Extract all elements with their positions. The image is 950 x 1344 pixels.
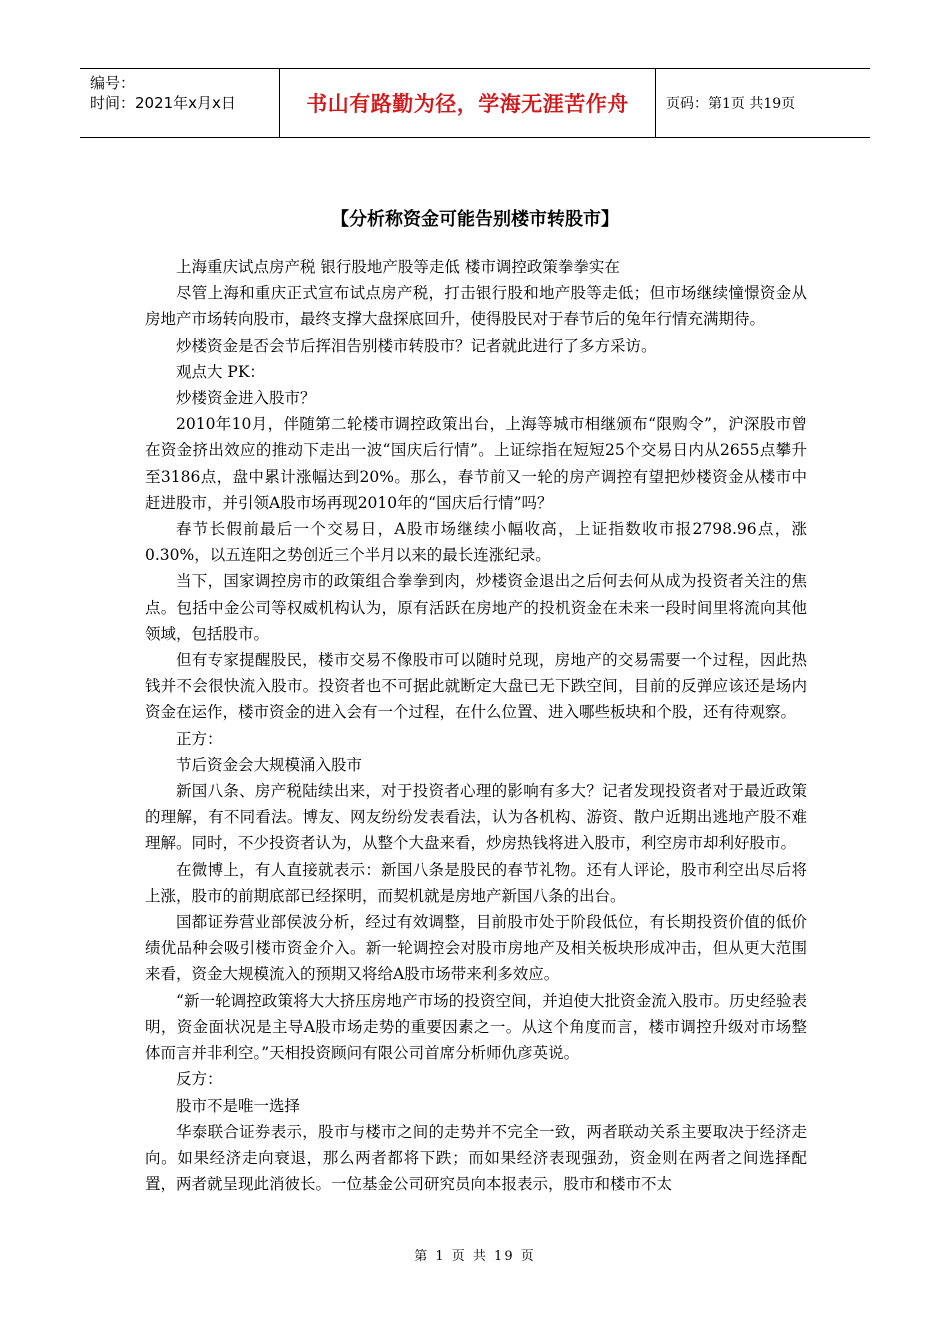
paragraph: 正方： (176, 729, 223, 748)
page-header (80, 68, 870, 138)
paragraph: 尽管上海和重庆正式宣布试点房产税，打击银行股和地产股等走低；但市场继续憧憬资金从房地产市场转向股市，最终支撑大盘探底回升，使得股民对于春节后的兔年行情充满期待。 (145, 284, 807, 329)
paragraph: 观点大 PK： (176, 362, 265, 381)
paragraph: 股市不是唯一选择 (176, 1096, 301, 1115)
paragraph: 但有专家提醒股民，楼市交易不像股市可以随时兑现，房地产的交易需要一个过程，因此热钱并不会很快流入股市。投资者也不可据此就断定大盘已无下跌空间，目前的反弹应该还是场内资金在运作，楼市资金的进入会有一个过程，在什么位置、进入哪些板块和个股，还有待观察。 (145, 651, 807, 722)
document-body (145, 254, 807, 1197)
paragraph: 上海重庆试点房产税 银行股地产股等走低 楼市调控政策拳拳实在 (176, 258, 620, 276)
paragraph: 节后资金会大规模涌入股市 (176, 755, 363, 774)
document-title: 【分析称资金可能告别楼市转股市】 (331, 209, 619, 230)
header-page-info: 页码：第1页 共19页 (666, 96, 796, 112)
paragraph: “新一轮调控政策将大大挤压房地产市场的投资空间，并迫使大批资金流入股市。历史经验表明，资金面状况是主导A股市场走势的重要因素之一。从这个角度而言，楼市调控升级对市场整体而言并非利空。”天相投资顾问有限公司首席分析师仇彦英说。 (145, 991, 807, 1063)
doc-code-label: 编号： (90, 74, 136, 92)
paragraph: 新国八条、房产税陆续出来，对于投资者心理的影响有多大？记者发现投资者对于最近政策的理解，有不同看法。博友、网友纷纷发表看法，认为各机构、游资、散户近期出逃地产股不难理解。同时，不少投资者认为，从整个大盘来看，炒房热钱将进入股市，利空房市却利好股市。 (145, 782, 807, 853)
doc-time-label: 时间：2021年x月x日 (90, 94, 236, 112)
header-motto: 书山有路勤为径，学海无涯苦作舟 (280, 69, 656, 137)
paragraph: 春节长假前最后一个交易日，A股市场继续小幅收高，上证指数收市报2798.96点，涨0.30%，以五连阳之势创近三个半月以来的最长连涨纪录。 (145, 520, 807, 565)
paragraph: 反方： (176, 1070, 223, 1089)
paragraph: 炒楼资金是否会节后挥泪告别楼市转股市？记者就此进行了多方采访。 (176, 336, 657, 355)
paragraph: 当下，国家调控房市的政策组合拳拳到肉，炒楼资金退出之后何去何从成为投资者关注的焦点。包括中金公司等权威机构认为，原有活跃在房地产的投机资金在未来一段时间里将流向其他领域，包括股市。 (145, 572, 807, 643)
paragraph: 国都证券营业部侯波分析，经过有效调整，目前股市处于阶段低位，有长期投资价值的低价绩优品种会吸引楼市资金介入。新一轮调控会对股市房地产及相关板块形成冲击，但从更大范围来看，资金大规模流入的预期又将给A股市场带来利多效应。 (145, 913, 807, 984)
paragraph: 在微博上，有人直接就表示：新国八条是股民的春节礼物。还有人评论，股市利空出尽后将上涨，股市的前期底部已经探明，而契机就是房地产新国八条的出台。 (145, 860, 807, 905)
header-meta (80, 69, 280, 137)
paragraph: 华泰联合证券表示，股市与楼市之间的走势并不完全一致，两者联动关系主要取决于经济走向。如果经济走向衰退，那么两者都将下跌；而如果经济表现强劲，资金则在两者之间选择配置，两者就呈现此消彼长。一位基金公司研究员向本报表示，股市和楼市不太 (145, 1122, 807, 1194)
paragraph: 2010年10月，伴随第二轮楼市调控政策出台，上海等城市相继颁布“限购令”，沪深股市曾在资金挤出效应的推动下走出一波“国庆后行情”。上证综指在短短25个交易日内从2655点攀升至3186点，盘中累计涨幅达到20%。那么，春节前又一轮的房产调控有望把炒楼资金从楼市中赶进股市，并引领A股市场再现2010年的“国庆后行情”吗？ (145, 415, 807, 512)
paragraph: 炒楼资金进入股市？ (176, 389, 316, 408)
page-footer: 第 1 页 共 19 页 (414, 1249, 536, 1264)
